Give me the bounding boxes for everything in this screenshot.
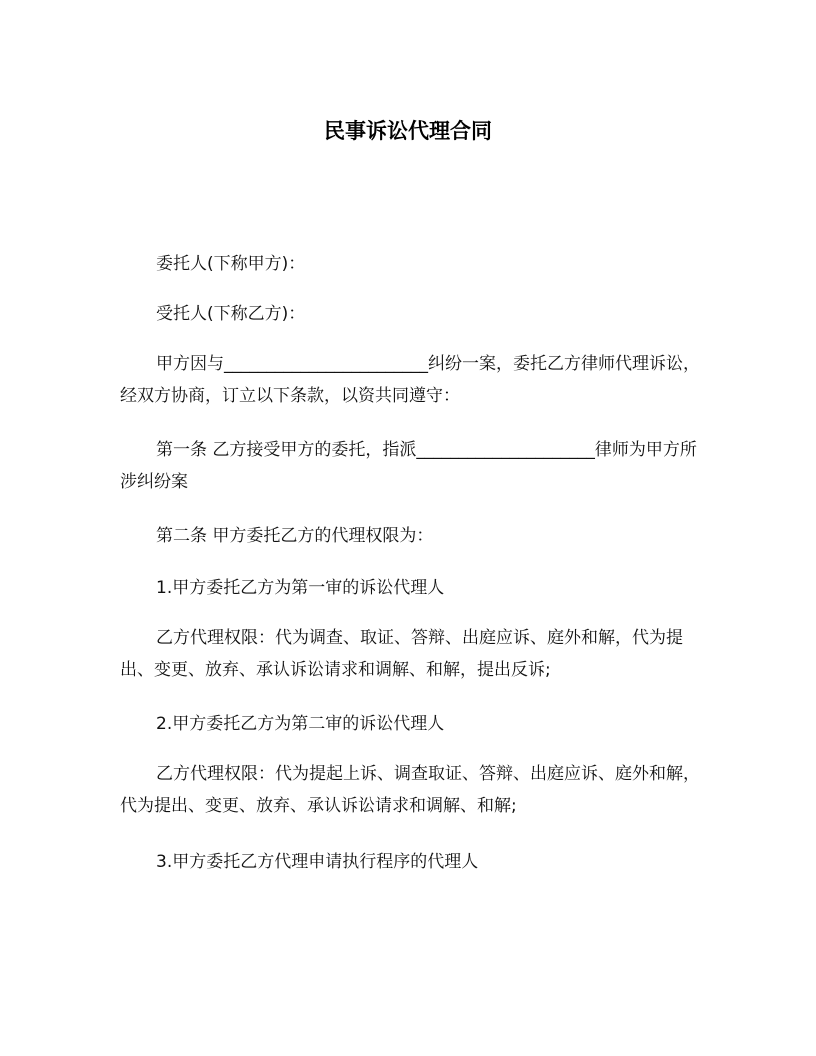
second-instance-item: 2.甲方委托乙方为第二审的诉讼代理人 [156,714,445,734]
first-instance-item: 1.甲方委托乙方为第一审的诉讼代理人 [156,578,445,598]
second-instance-authority: 乙方代理权限：代为提起上诉、调查取证、答辩、出庭应诉、庭外和解，代为提出、变更、放弃、承认诉讼请求和调解、和解; [120,764,700,816]
preamble-paragraph: 甲方因与________________________纠纷一案，委托乙方律师代理诉讼，经双方协商，订立以下条款，以资共同遵守： [120,354,700,406]
article-two-heading: 第二条 甲方委托乙方的代理权限为： [156,526,434,546]
agent-line: 受托人(下称乙方)： [156,304,306,324]
article-one-paragraph: 第一条 乙方接受甲方的委托，指派_____________________律师为甲方所涉纠纷案 [120,440,697,492]
principal-line: 委托人(下称甲方)： [156,254,306,274]
document-title: 民事诉讼代理合同 [324,119,492,143]
first-instance-authority: 乙方代理权限：代为调查、取证、答辩、出庭应诉、庭外和解，代为提出、变更、放弃、承认诉讼请求和调解、和解，提出反诉; [120,628,683,680]
enforcement-item: 3.甲方委托乙方代理申请执行程序的代理人 [156,852,479,872]
